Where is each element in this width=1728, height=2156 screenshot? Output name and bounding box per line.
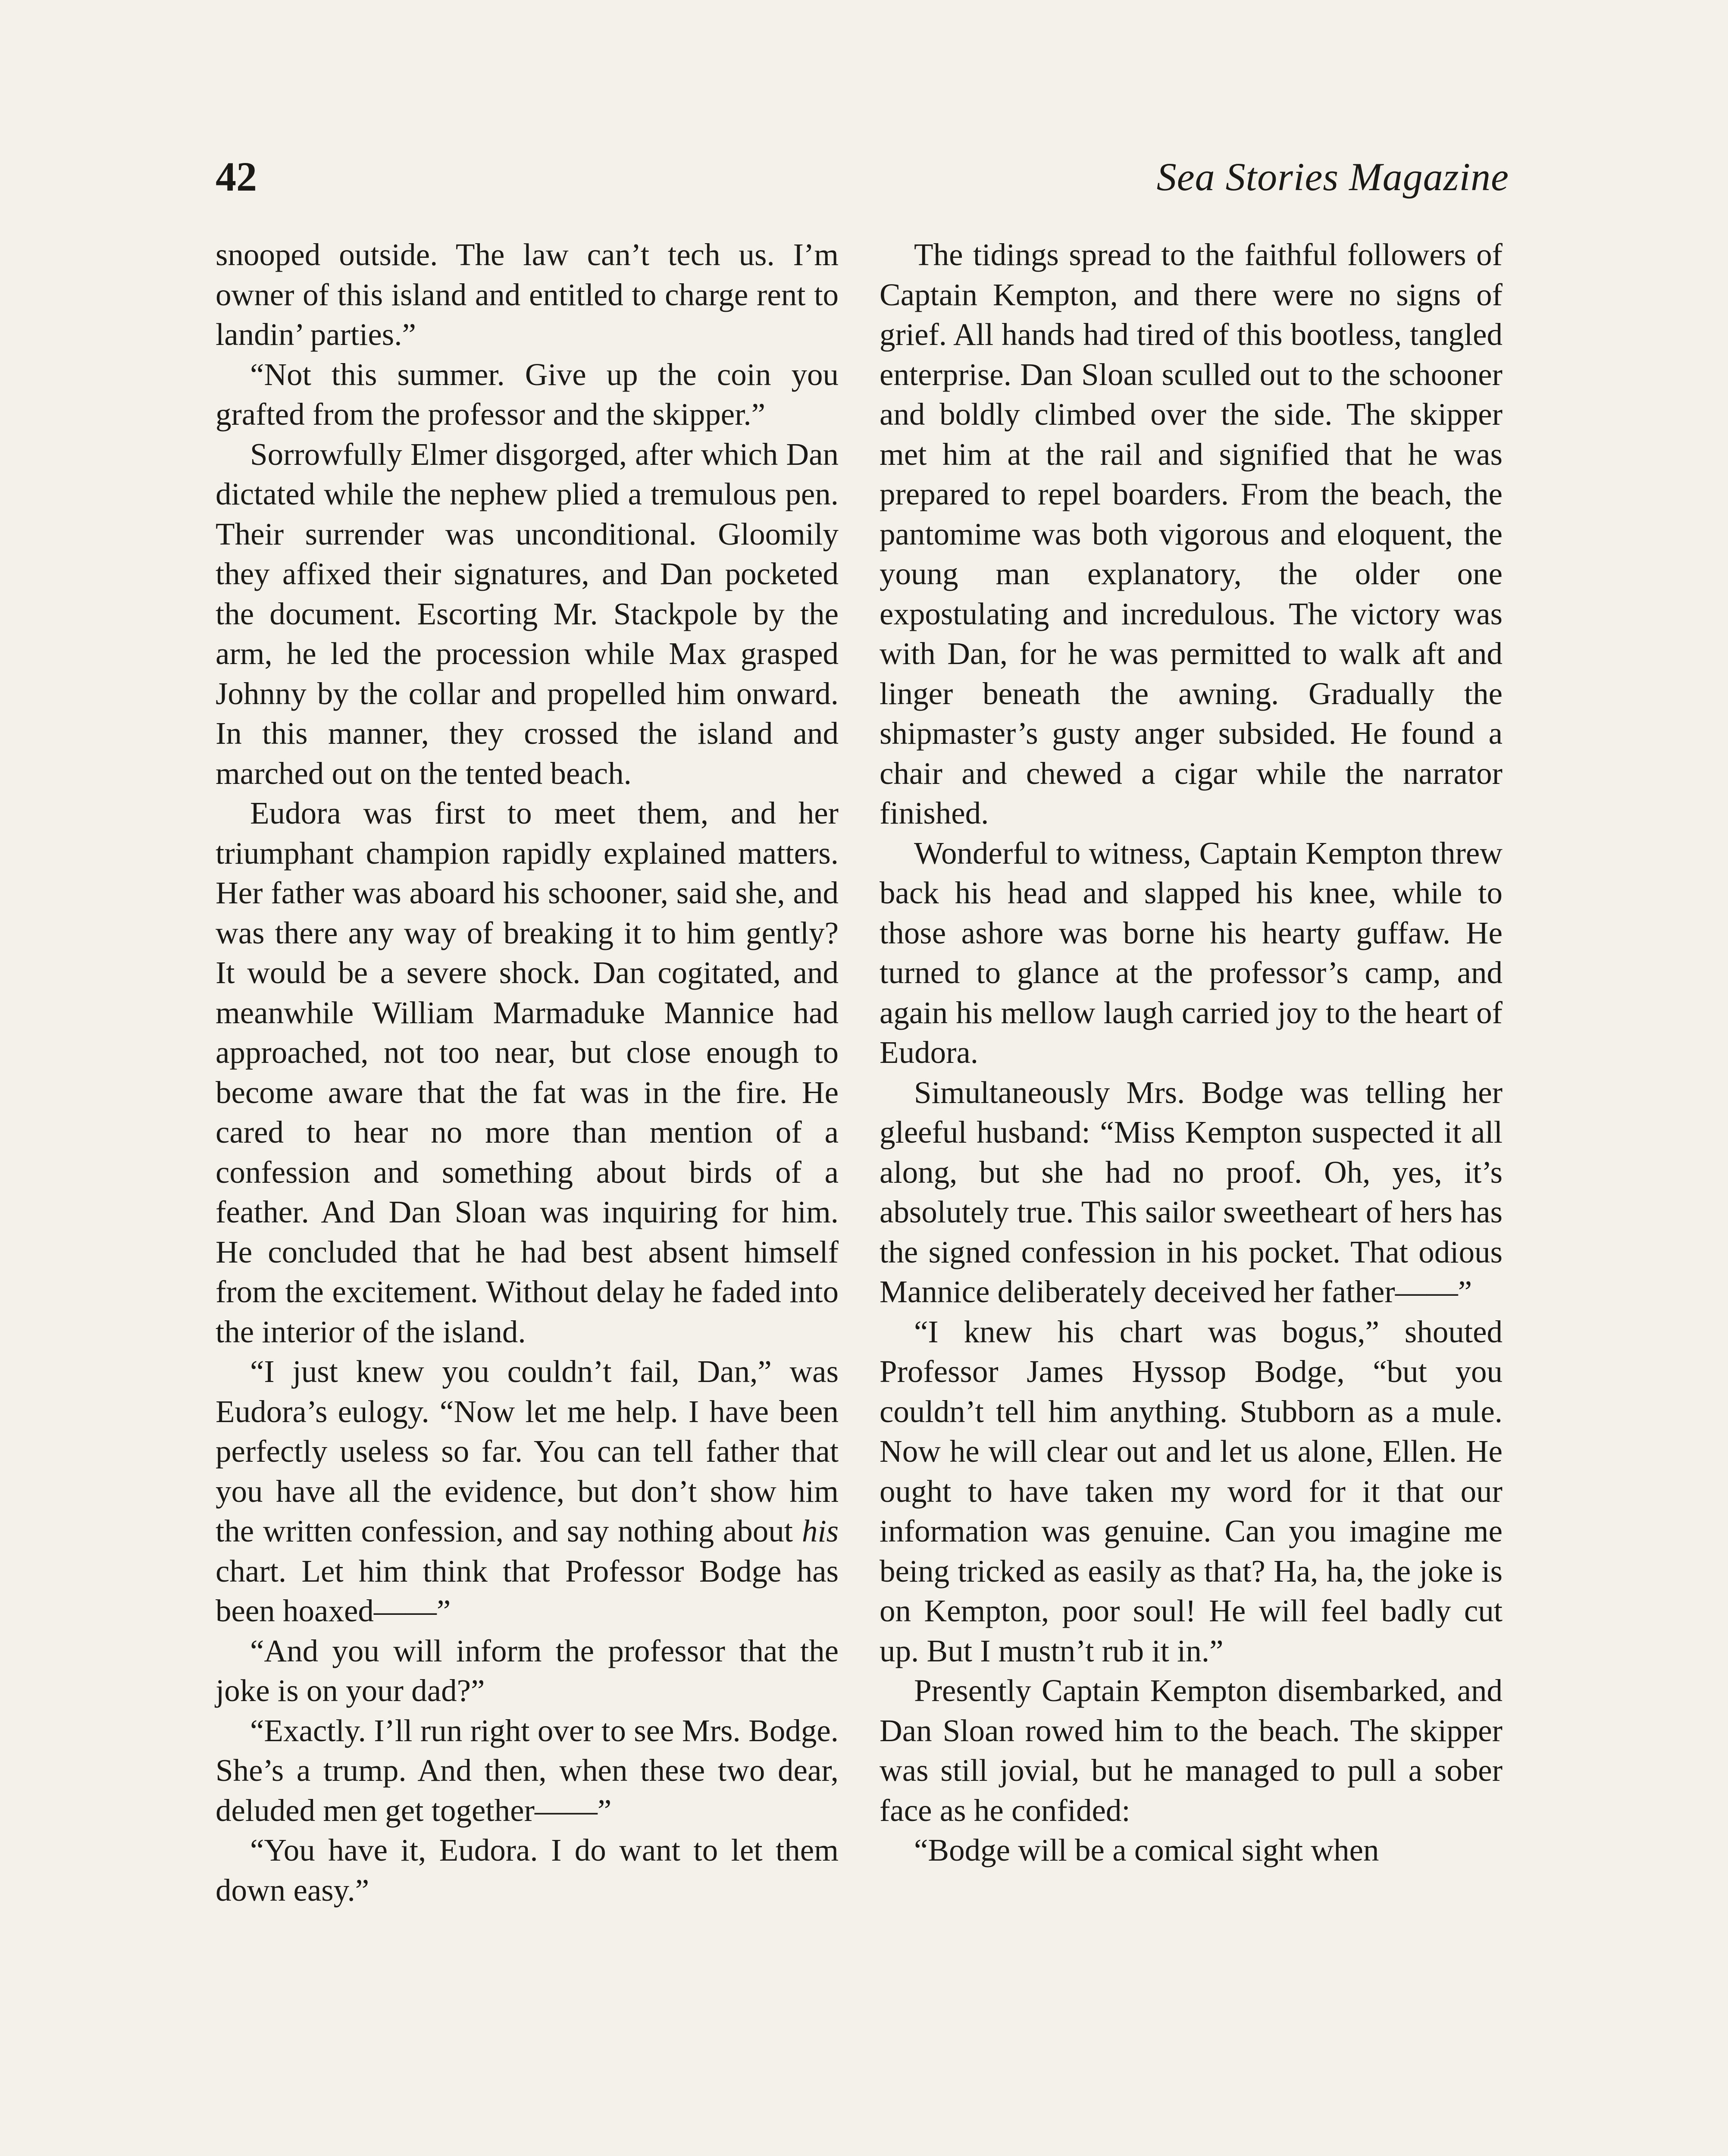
left-column	[216, 235, 839, 1910]
paragraph-text: chart. Let him think that Professor Bodge has been hoaxed——”	[216, 1553, 839, 1628]
page-header	[216, 147, 1509, 207]
paragraph: “You have it, Eudora. I do want to let them down easy.”	[216, 1833, 839, 1908]
paragraph: Eudora was first to meet them, and her triumphant champion rapidly explained matters. Her father was aboard his schooner, said she, and was there any way of breaking it to him gently? It would be a severe shock. Dan cogitated, and meanwhile William Marmaduke Mannice had approached, not too near, but close enough to become aware that the fat was in the fire. He cared to hear no more than mention of a confession and something about birds of a feather. And Dan Sloan was inquiring for him. He concluded that he had best absent himself from the excitement. Without delay he faded into the interior of the island.	[216, 796, 839, 1349]
paragraph: Presently Captain Kempton disembarked, and Dan Sloan rowed him to the beach. The skipper was still jovial, but he managed to pull a sober face as he confided:	[880, 1673, 1503, 1828]
right-column	[880, 235, 1503, 1871]
paragraph: snooped outside. The law can’t tech us. I’m owner of this island and entitled to charge rent to landin’ parties.”	[216, 237, 839, 352]
paragraph: “Bodge will be a comical sight when	[914, 1833, 1379, 1868]
paragraph: “Not this summer. Give up the coin you grafted from the professor and the skipper.”	[216, 357, 839, 432]
running-title: Sea Stories Magazine	[1156, 155, 1509, 199]
paragraph	[216, 1352, 839, 1631]
italic-word: his	[801, 1514, 839, 1548]
paragraph-text: “I just knew you couldn’t fail, Dan,” was Eudora’s eulogy. “Now let me help. I have been perfectly useless so far. You can tell father that you have all the evidence, but don’t show him the written confession, and say nothing about	[216, 1354, 839, 1548]
paragraph: “And you will inform the professor that the joke is on your dad?”	[216, 1633, 839, 1708]
paragraph: Sorrowfully Elmer disgorged, after which Dan dictated while the nephew plied a tremulous pen. Their surrender was unconditional. Gloomily they affixed their signatures, and Dan pocketed the document. Escorting Mr. Stackpole by the arm, he led the procession while Max grasped Johnny by the collar and propelled him onward. In this manner, they crossed the island and marched out on the tented beach.	[216, 436, 839, 791]
page-number: 42	[216, 154, 257, 200]
paragraph: “Exactly. I’ll run right over to see Mrs. Bodge. She’s a trump. And then, when these two dear, deluded men get together——”	[216, 1713, 839, 1828]
paragraph: Wonderful to witness, Captain Kempton threw back his head and slapped his knee, while to those ashore was borne his hearty guffaw. He turned to glance at the professor’s camp, and again his mellow laugh carried joy to the heart of Eudora.	[880, 835, 1503, 1070]
paragraph: Simultaneously Mrs. Bodge was telling her gleeful husband: “Miss Kempton suspected it all along, but she had no proof. Oh, yes, it’s absolutely true. This sailor sweetheart of hers has the signed confession in his pocket. That odious Mannice deliberately deceived her father——”	[880, 1075, 1503, 1309]
paragraph: The tidings spread to the faithful followers of Captain Kempton, and there were no signs of grief. All hands had tired of this bootless, tangled enterprise. Dan Sloan sculled out to the schooner and boldly climbed over the side. The skipper met him at the rail and signified that he was prepared to repel boarders. From the beach, the pantomime was both vigorous and eloquent, the young man explanatory, the older one expostulating and incredulous. The victory was with Dan, for he was permitted to walk aft and linger beneath the awning. Gradually the shipmaster’s gusty anger subsided. He found a chair and chewed a cigar while the narrator finished.	[880, 237, 1503, 830]
paragraph: “I knew his chart was bogus,” shouted Professor James Hyssop Bodge, “but you couldn’t tell him anything. Stubborn as a mule. Now he will clear out and let us alone, Ellen. He ought to have taken my word for it that our information was genuine. Can you imagine me being tricked as easily as that? Ha, ha, the joke is on Kempton, poor soul! He will feel badly cut up. But I mustn’t rub it in.”	[880, 1314, 1503, 1668]
